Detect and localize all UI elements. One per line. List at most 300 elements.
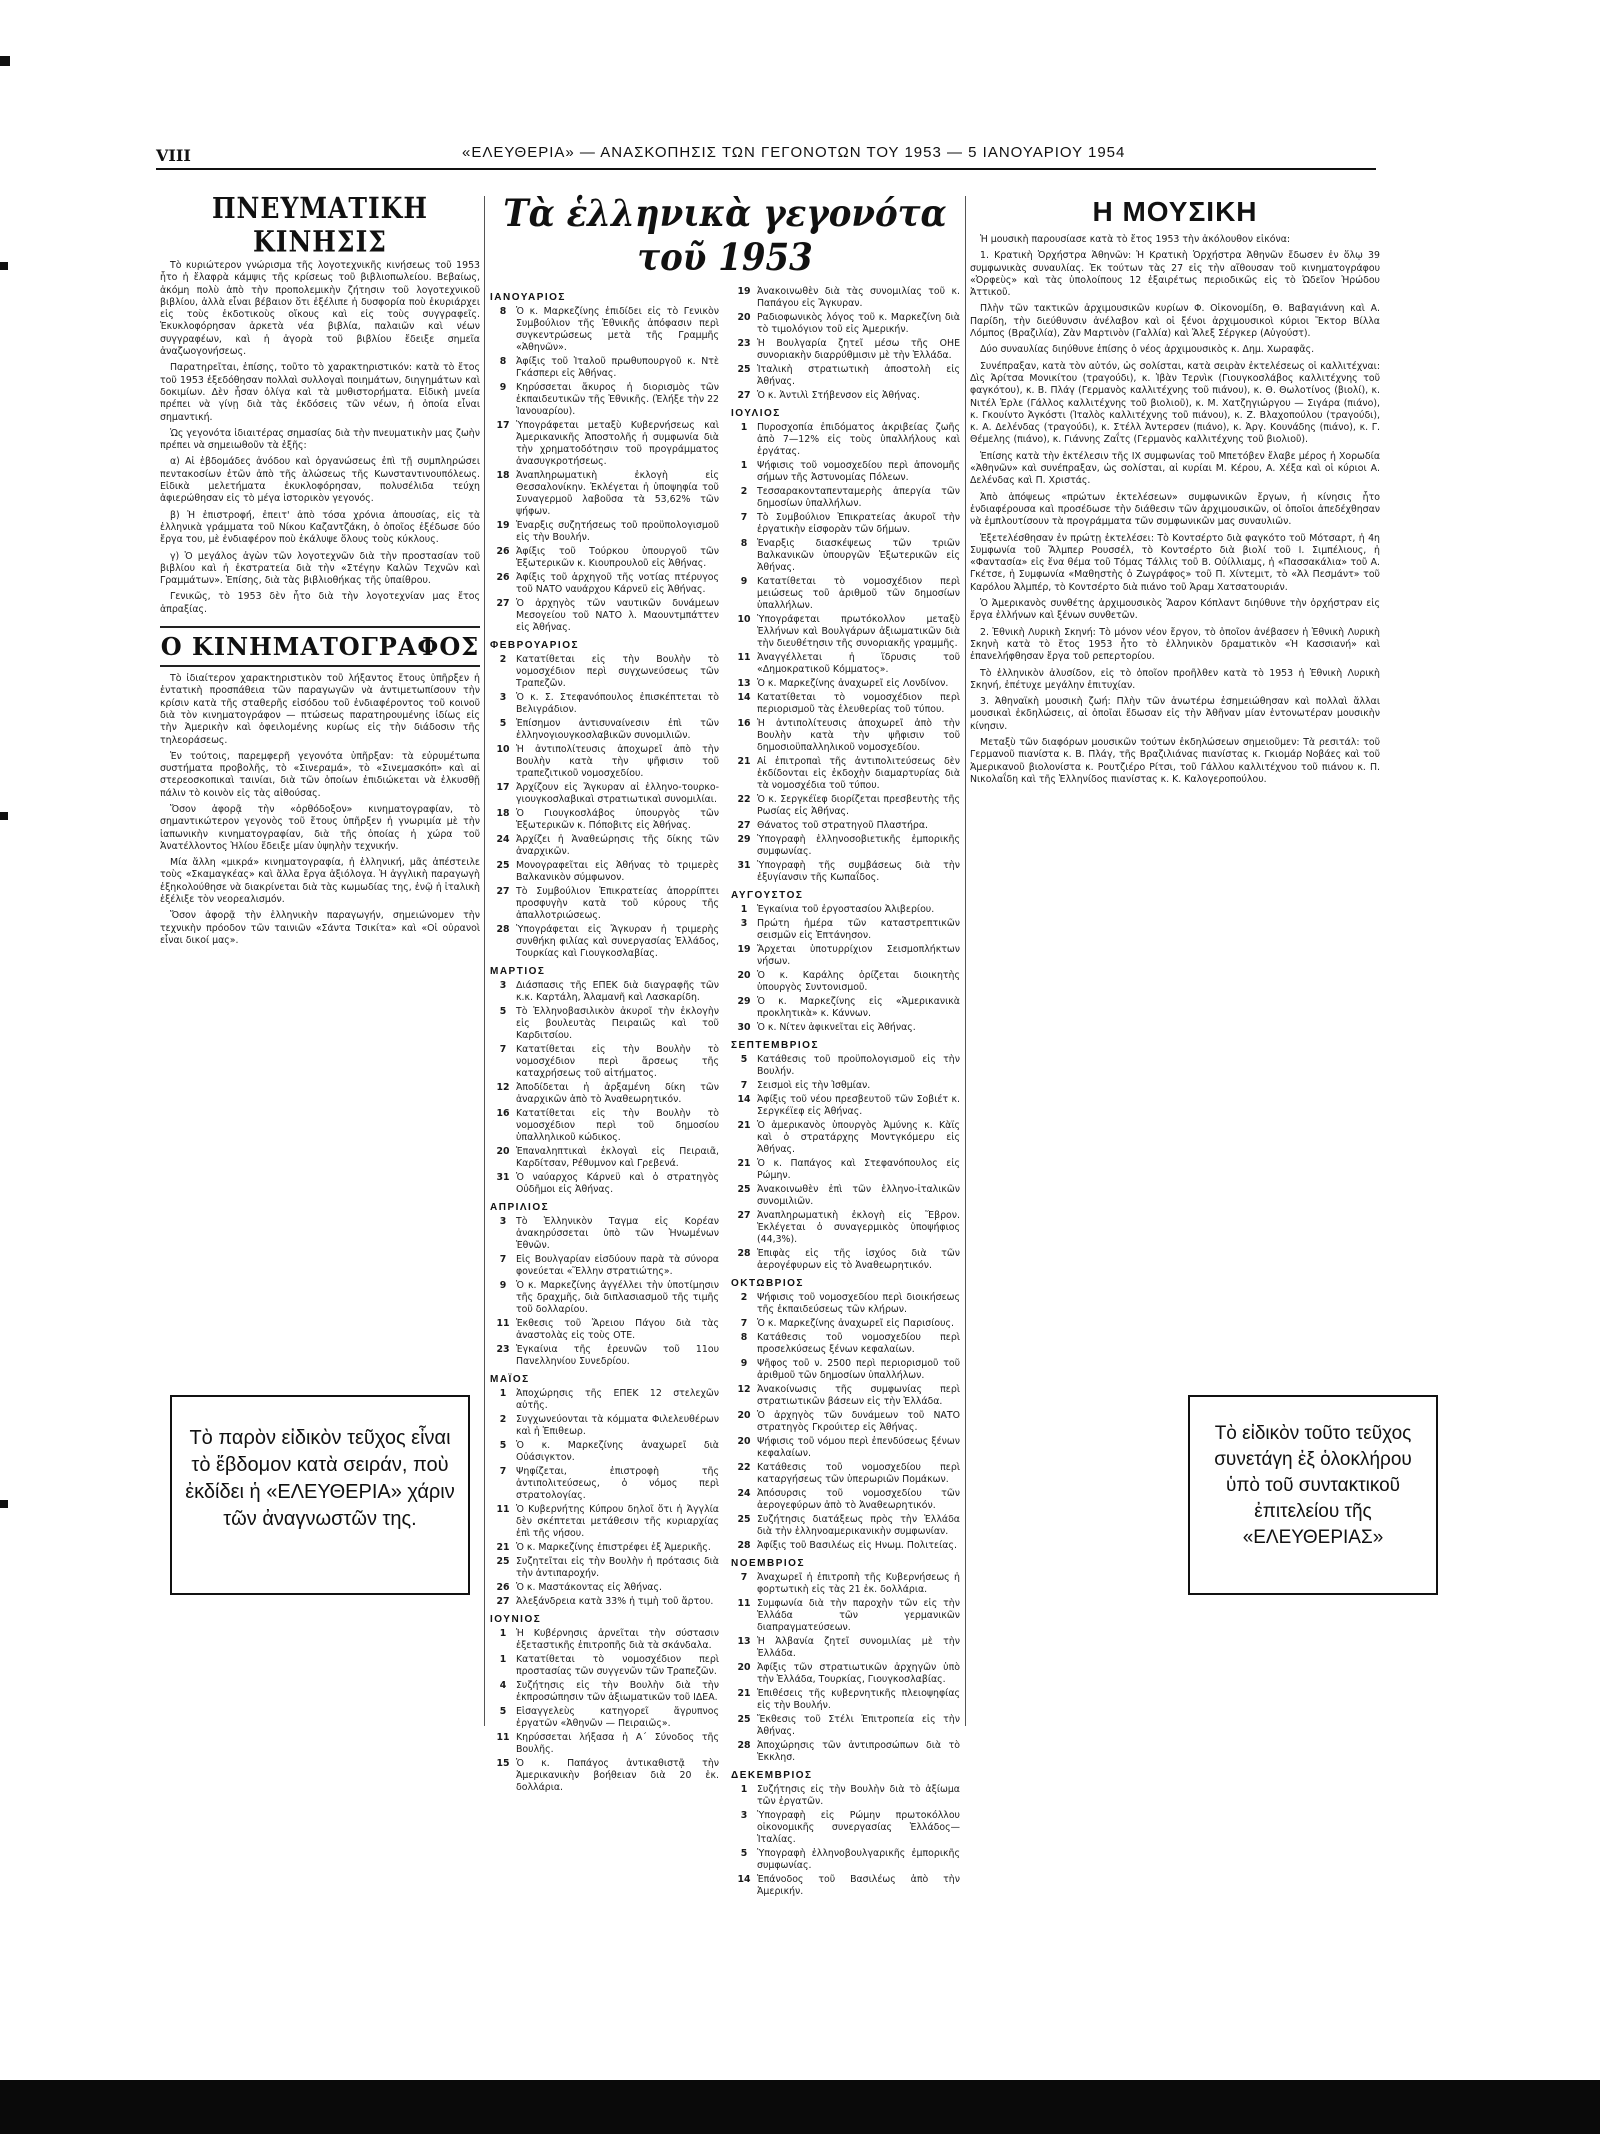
month-heading: ΙΟΥΝΙΟΣ (490, 1614, 542, 1625)
chronology-entry (731, 1410, 960, 1434)
entry-text: Κατατίθεται τὸ νομοσχέδιον περὶ προστασίας τῶν συγγενῶν τῶν Τραπεζῶν. (516, 1654, 719, 1677)
chronology-entry (731, 460, 960, 484)
entry-text: Τὸ Ἑλληνικὸν Ταγμα εἰς Κορέαν ἀνακηρύσσεται ὑπὸ τῶν Ἡνωμένων Ἐθνῶν. (516, 1216, 719, 1251)
entry-text: Ὁ κ. Μαρκεζίνης εἰς «Ἀμερικανικὰ προκλητικὰ» κ. Κάννων. (757, 996, 960, 1019)
article-paragraph: Ἐν τούτοις, παρεμφερῆ γεγονότα ὑπῆρξαν: τὰ εὐρυμέτωπα συστήματα προβολῆς, τὸ «Σινεραμά», τὸ «Σινεμασκόπ» καὶ αἱ στερεοσκοπικαὶ ταινίαι, διὰ τῶν ὁποίων ἐπιδιώκεται νὰ ἐλκυσθῇ πάλιν τὸ κοινὸν εἰς τὰς αἰθούσας. (160, 750, 480, 799)
entry-day: 27 (496, 1596, 510, 1607)
entry-day: 8 (499, 306, 507, 317)
entry-text: Ἐπαναληπτικαὶ ἐκλογαὶ εἰς Πειραιᾶ, Καρδίτσαν, Ρέθυμνον καὶ Γρεβενά. (516, 1146, 719, 1169)
entry-day: 22 (737, 1462, 751, 1473)
kino-article (160, 673, 480, 947)
entry-day: 1 (499, 1388, 507, 1399)
chronology-entry (731, 1514, 960, 1538)
entry-text: Ὑπογράφεται μεταξὺ Κυβερνήσεως καὶ Ἀμερικανικῆς Ἀποστολῆς ἡ συμφωνία διὰ τὴν χρηματοδότησιν τοῦ προγράμματος ἀνασυγκροτήσεως. (516, 420, 719, 467)
entry-text: Τὸ Συμβούλιον Ἐπικρατείας ἀκυροῖ τὴν ἐργατικὴν εἰσφορὰν τῶν δήμων. (757, 512, 960, 535)
chronology-entry (731, 338, 960, 362)
month-heading: ΙΟΥΛΙΟΣ (731, 408, 781, 419)
left-notice-text: Τὸ παρὸν εἰδικὸν τεῦχος εἶναι τὸ ἕβδομον κατὰ σειράν, ποὺ ἐκδίδει ἡ «ΕΛΕΥΘΕΡΙΑ» χάριν τῶν ἀναγνωστῶν της. (185, 1427, 455, 1530)
entry-text: Ἀφίξις τοῦ Ἰταλοῦ πρωθυπουργοῦ κ. Ντὲ Γκάσπερι εἰς Ἀθήνας. (516, 356, 719, 379)
chronology-entry (731, 1384, 960, 1408)
mousiki-title: Η ΜΟΥΣΙΚΗ (1092, 196, 1258, 227)
article-paragraph: Μεταξὺ τῶν διαφόρων μουσικῶν τούτων ἐκδηλώσεων σημειοῦμεν: Τὰ ρεσιτάλ: τοῦ Γερμανοῦ πιανίστα κ. Β. Πλάγ, τῆς Βραζιλιάνας πιανίστας κ. Γκιομάρ Νοβάες καὶ τοῦ Ἀμερικανοῦ βιολονίστα κ. Ρουτζιέρο Ρίτσι, τοῦ Γάλλου καλλιτέχνου τοῦ πιάνου κ. Π. Νικολαΐδη καὶ τῆς Ἑλληνίδος πιανίστας κ. Κ. Καλογεροπούλου. (970, 736, 1380, 785)
chronology-entry (731, 1248, 960, 1272)
entry-day: 9 (499, 1280, 507, 1291)
scan-bottom-band (0, 2080, 1600, 2134)
article-paragraph: Ἐξετελέσθησαν ἐν πρώτῃ ἐκτελέσει: Τὸ Κοντσέρτο διὰ φαγκότο τοῦ Μότσαρτ, ἡ 4η Συμφωνία τοῦ Ἄλμπερ Ρουσσέλ, τὸ Κοντσέρτο διὰ βιολί τοῦ Ι. Σιμπέλιους, ἡ «Φαντασία» εἰς ἕνα θέμα τοῦ Τόμας Τάλλις τοῦ Β. Οὐίλλιαμς, ἡ «Πασσακάλια» τοῦ Α. Γκέτσε, ἡ Συμφωνία «Μαθηστὴς ὁ Ζωγράφος» τοῦ Π. Χίντεμιτ, τὸ «Ἀλ Πεσμάντ» τοῦ Καρόλου Ἀλμπέρ, τὸ Κοντσέρτο διὰ πιάνο τοῦ Ἀραμ Χατσατουριάν. (970, 532, 1380, 593)
entry-text: Ὁ κ. Παπάγος ἀντικαθιστᾷ τὴν Ἀμερικανικὴν βοήθειαν διὰ 20 ἑκ. δολλάρια. (516, 1758, 719, 1793)
main-title: Τὰ ἑλληνικὰ γεγονότα τοῦ 1953 (503, 192, 947, 280)
chronology-entry (490, 1344, 719, 1368)
entry-text: Ἀναχωρεῖ ἡ ἐπιτροπὴ τῆς Κυβερνήσεως ἡ φορτωτικὴ εἰς τὰς 21 ἑκ. δολλάρια. (757, 1572, 960, 1595)
left-column (160, 191, 480, 951)
chronology-entry (490, 1706, 719, 1730)
entry-text: Κατατίθεται εἰς τὴν Βουλὴν τὸ νομοσχέδιον περὶ τοῦ δημοσίου ὑπαλληλικοῦ κώδικος. (516, 1108, 719, 1143)
entry-day: 7 (740, 1318, 748, 1329)
chronology-entry (490, 598, 719, 634)
month-heading: ΝΟΕΜΒΡΙΟΣ (731, 1558, 805, 1569)
entry-day: 29 (737, 996, 751, 1007)
entry-day: 5 (499, 1440, 507, 1451)
chronology-entry (731, 364, 960, 388)
chronology-entry (731, 312, 960, 336)
entry-text: Ἐναρξις συζητήσεως τοῦ προϋπολογισμοῦ εἰς τὴν Βουλήν. (516, 520, 719, 543)
entry-text: Ψήφισις τοῦ νομοσχεδίου περὶ ἀπονομῆς σήμων τῆς Ἀστυνομίας Πόλεων. (757, 460, 960, 483)
entry-day: 27 (737, 390, 751, 401)
entry-text: Ἀπόσυρσις τοῦ νομοσχεδίου τῶν ἀερογεφύρων ἀπὸ τὸ Ἀναθεωρητικόν. (757, 1488, 960, 1511)
right-notice-box (1188, 1395, 1438, 1595)
article-paragraph: Ἡ μουσικὴ παρουσίασε κατὰ τὸ ἔτος 1953 τὴν ἀκόλουθον εἰκόνα: (980, 234, 1291, 245)
entry-day: 14 (737, 1094, 751, 1105)
entry-text: Ὁ κ. Μαρκεζίνης ἀναχωρεῖ εἰς Λονδίνον. (757, 678, 949, 689)
page-header (156, 140, 1376, 170)
entry-day: 3 (499, 1216, 507, 1227)
article-paragraph: Ἐπίσης κατὰ τὴν ἐκτέλεσιν τῆς ΙΧ συμφωνίας τοῦ Μπετόβεν ἔλαβε μέρος ἡ Χορωδία «Ἀθηνῶν» καὶ συνέπραξαν, ὡς σολίσται, αἱ κυρίαι Μ. Κέρου, Α. Χέξα καὶ οἱ κύριοι Α. Δελένδας καὶ Π. Χριστάς. (970, 450, 1380, 487)
entry-day: 1 (740, 460, 748, 471)
entry-text: Τεσσαρακονταπενταμερὴς ἀπεργία τῶν δημοσίων ὑπαλλήλων. (757, 486, 960, 509)
chronology-entry (731, 1210, 960, 1246)
entry-text: Ἐγκαίνια τοῦ ἐργοστασίου Ἀλιβερίου. (757, 904, 935, 915)
chronology-entry (490, 654, 719, 690)
entry-day: 21 (737, 1120, 751, 1131)
entry-text: Ὁ κ. Μαρκεζίνης ἀγγέλλει τὴν ὑποτίμησιν τῆς δραχμῆς, διὰ διπλασιασμοῦ τῆς τιμῆς τοῦ δολλαρίου. (516, 1280, 719, 1315)
entry-text: Ὁ κ. Μαρκεζίνης ἐπιστρέφει ἐξ Ἀμερικῆς. (516, 1542, 711, 1553)
entry-day: 27 (737, 820, 751, 831)
entry-day: 26 (496, 546, 510, 557)
entry-text: Ἀρχίζει ἡ Ἀναθεώρησις τῆς δίκης τῶν ἀναρχικῶν. (516, 834, 719, 857)
chronology-entry (490, 1440, 719, 1464)
entry-day: 11 (496, 1504, 510, 1515)
entry-text: Ἡ Κυβέρνησις ἀρνεῖται τὴν σύστασιν ἐξεταστικῆς ἐπιτροπῆς διὰ τὰ σκάνδαλα. (516, 1628, 719, 1651)
entry-day: 11 (496, 1318, 510, 1329)
right-column (970, 196, 1380, 790)
entry-text: Ἐπιθέσεις τῆς κυβερνητικῆς πλειοψηφίας εἰς τὴν Βουλήν. (757, 1688, 960, 1711)
entry-text: Ραδιοφωνικὸς λόγος τοῦ κ. Μαρκεζίνη διὰ τὸ τιμολόγιον τοῦ εἰς Ἀμερικήν. (757, 312, 960, 335)
column-divider (484, 196, 485, 1726)
entry-text: Εἰσαγγελεὺς κατηγορεῖ ἄγρυπνος ἐργατῶν «Ἀθηνῶν — Πειραιῶς». (516, 1706, 719, 1729)
entry-day: 23 (496, 1344, 510, 1355)
article-paragraph: Παρατηρεῖται, ἐπίσης, τοῦτο τὸ χαρακτηριστικόν: κατὰ τὸ ἔτος τοῦ 1953 ἐξεδόθησαν πολλαὶ συλλογαὶ ποιημάτων, διηγημάτων καὶ δοκιμίων. Δὲν ἦσαν ὀλίγα καὶ τὰ μυθιστορήματα. Εἰδικὴ μνεία πρέπει νὰ γίνῃ διὰ τὰς ἐκδόσεις τῶν νέων, ἡ ὁποία εἶναι σημαντική. (160, 362, 480, 423)
chronology-entry (731, 834, 960, 858)
entry-day: 15 (496, 1758, 510, 1769)
entry-day: 19 (737, 286, 751, 297)
chronology-entry (490, 924, 719, 960)
chronology-entry (490, 1172, 719, 1196)
article-paragraph: Δύο συναυλίας διηύθυνε ἐπίσης ὁ νέος ἀρχιμουσικὸς κ. Δημ. Χωραφᾶς. (980, 344, 1315, 356)
chronology-entry (490, 808, 719, 832)
month-heading: ΑΠΡΙΛΙΟΣ (490, 1202, 550, 1213)
entry-text: Κατατίθεται τὸ νομοσχέδιον περὶ περιορισμοῦ τὰς ἐλευθερίας τοῦ τύπου. (757, 692, 960, 715)
chronology-column-a (490, 286, 719, 1900)
entry-text: Κατάθεσις τοῦ νομοσχεδίου περὶ καταργήσεως τῶν ὑπερωριῶν Πομάκων. (757, 1462, 960, 1485)
chronology-entry (731, 1572, 960, 1596)
entry-text: Ὁ κ. Σ. Στεφανόπουλος ἐπισκέπτεται τὸ Βελιγράδιον. (516, 692, 719, 715)
entry-day: 5 (740, 1054, 748, 1065)
entry-text: Ψηφίζεται, ἐπιστροφὴ τῆς ἀντιπολιτεύσεως, ὁ νόμος περὶ στρατολογίας. (516, 1466, 719, 1501)
entry-day: 7 (740, 512, 748, 523)
entry-day: 2 (740, 1292, 748, 1303)
entry-text: Ὁ κ. Μαρκεζίνης ἀναχωρεῖ εἰς Παρισίους. (757, 1318, 955, 1329)
chronology-entry (731, 1332, 960, 1356)
entry-text: Ὑπογραφὴ ἑλληνοβουλγαρικῆς ἐμπορικῆς συμφωνίας. (757, 1848, 960, 1871)
entry-text: Ὁ κ. Παπάγος καὶ Στεφανόπουλος εἰς Ρώμην. (757, 1158, 960, 1181)
chronology-entry (731, 692, 960, 716)
entry-text: Ἀφίξις τῶν στρατιωτικῶν ἀρχηγῶν ὑπὸ τὴν Ἑλλάδα, Τουρκίας, Γιουγκοσλαβίας. (757, 1662, 960, 1685)
article-paragraph: Τὸ ἐλληνικὸν ἀλυσίδον, εἰς τὸ ὁποῖον προῆλθεν κατὰ τὸ 1953 ἡ Ἐθνικὴ Λυρικὴ Σκηνή, ἐπέτυχε μεγάλην ἐπιτυχίαν. (970, 667, 1380, 691)
entry-day: 3 (499, 980, 507, 991)
entry-text: Σεισμοὶ εἰς τὴν Ἰσθμίαν. (757, 1080, 871, 1091)
entry-day: 13 (737, 1636, 751, 1647)
entry-day: 28 (737, 1740, 751, 1751)
entry-day: 7 (499, 1254, 507, 1265)
article-paragraph: Γενικῶς, τὸ 1953 δὲν ἦτο διὰ τὴν λογοτεχνίαν μας ἔτος ἀπραξίας. (160, 591, 480, 615)
entry-text: Ὁ κ. Νίτεν ἀφικνεῖται εἰς Ἀθήνας. (757, 1022, 916, 1033)
entry-text: Ὁ κ. Μαρκεζίνης ἐπιδίδει εἰς τὸ Γενικὸν Συμβούλιον τῆς Ἐθνικῆς ἀπόφασιν περὶ συγκεντρώσεως μετὰ τῆς Γραμμῆς «Ἀθηνῶν». (516, 306, 719, 353)
entry-day: 19 (496, 520, 510, 531)
entry-day: 20 (737, 1410, 751, 1421)
mousiki-article (970, 234, 1380, 786)
chronology-entry (731, 1636, 960, 1660)
entry-day: 2 (499, 654, 507, 665)
chronology-entry (731, 1598, 960, 1634)
entry-day: 25 (737, 364, 751, 375)
chronology-entry (731, 970, 960, 994)
entry-text: Κατατίθεται εἰς τὴν Βουλὴν τὸ νομοσχέδιον περὶ ἄρσεως τῆς καταχρήσεως τοῦ αἰτήματος. (516, 1044, 719, 1079)
entry-day: 10 (737, 614, 751, 625)
chronology-entry (731, 486, 960, 510)
entry-day: 14 (737, 692, 751, 703)
entry-day: 16 (737, 718, 751, 729)
entry-text: Συζήτησις εἰς τὴν Βουλὴν διὰ τὸ ἀξίωμα τῶν ἐργατῶν. (757, 1784, 960, 1807)
entry-day: 5 (499, 1706, 507, 1717)
chronology-entry (731, 918, 960, 942)
chronology-entry (731, 1094, 960, 1118)
entry-day: 17 (496, 420, 510, 431)
chronology-entry (731, 1848, 960, 1872)
chronology-entry (490, 1216, 719, 1252)
entry-text: Ὁ κ. Σεργκέϊεφ διορίζεται πρεσβευτὴς τῆς Ρωσίας εἰς Ἀθήνας. (757, 794, 960, 817)
entry-text: Ἡ Ἀλβανία ζητεῖ συνομιλίας μὲ τὴν Ἑλλάδα. (757, 1636, 960, 1659)
chronology-entry (731, 1158, 960, 1182)
entry-day: 24 (737, 1488, 751, 1499)
entry-day: 2 (740, 486, 748, 497)
entry-text: Πρώτη ἡμέρα τῶν καταστρεπτικῶν σεισμῶν εἰς Ἑπτάνησον. (757, 918, 960, 941)
entry-text: Ὑπογραφὴ εἰς Ρώμην πρωτοκόλλου οἰκονομικῆς συνεργασίας Ἑλλάδος—Ἰταλίας. (757, 1810, 960, 1845)
chronology-entry (731, 756, 960, 792)
entry-day: 30 (737, 1022, 751, 1033)
chronology-entry (731, 1358, 960, 1382)
entry-text: Ὁ κ. Ἀντιλὶ Στήβενσον εἰς Ἀθήνας. (757, 390, 920, 401)
entry-text: Ὁ ἀρχηγὸς τῶν ναυτικῶν δυνάμεων Μεσογείου τοῦ ΝΑΤΟ λ. Μαουντμπάττεν εἰς Ἀθήνας. (516, 598, 719, 633)
entry-day: 21 (737, 1688, 751, 1699)
entry-text: Μονογραφεῖται εἰς Ἀθήνας τὸ τριμερὲς Βαλκανικὸν σύμφωνον. (516, 860, 719, 883)
article-paragraph: γ) Ὁ μεγάλος ἀγὼν τῶν λογοτεχνῶν διὰ τὴν προστασίαν τοῦ βιβλίου καὶ ἡ ἐκστρατεία διὰ τὴν «Στέγην Καλῶν Τεχνῶν καὶ Γραμμάτων». Ἐπίσης, διὰ τὰς βιβλιοθήκας τῆς ὑπαίθρου. (160, 550, 480, 587)
month-heading: ΑΥΓΟΥΣΤΟΣ (731, 890, 804, 901)
chronology-entry (731, 1184, 960, 1208)
chronology-entry (490, 744, 719, 780)
entry-text: Συζήτησις εἰς τὴν Βουλὴν διὰ τὴν ἐκπροσώπησιν τῶν ἀξιωματικῶν τοῦ ΙΔΕΑ. (516, 1680, 719, 1703)
chronology-entry (731, 1080, 960, 1092)
entry-day: 14 (737, 1874, 751, 1885)
chronology-entry (731, 1688, 960, 1712)
page-header-title: «ΕΛΕΥΘΕΡΙΑ» — ΑΝΑΣΚΟΠΗΣΙΣ ΤΩΝ ΓΕΓΟΝΟΤΩΝ ΤΟΥ 1953 — 5 ΙΑΝΟΥΑΡΙΟΥ 1954 (462, 144, 1126, 161)
entry-day: 9 (740, 576, 748, 587)
entry-day: 5 (740, 1848, 748, 1859)
chronology-entry (490, 1006, 719, 1042)
entry-day: 17 (496, 782, 510, 793)
pneumatiki-title: ΠΝΕΥΜΑΤΙΚΗ ΚΙΝΗΣΙΣ (211, 191, 429, 259)
chronology-entry (731, 996, 960, 1020)
entry-day: 19 (737, 944, 751, 955)
entry-text: Ἀφίξις τοῦ Τούρκου ὑπουργοῦ τῶν Ἐξωτερικῶν κ. Κιουπρουλοῦ εἰς Ἀθήνας. (516, 546, 719, 569)
entry-day: 20 (737, 1662, 751, 1673)
chronology-entry (731, 1540, 960, 1552)
entry-day: 5 (499, 718, 507, 729)
entry-text: Συμφωνία διὰ τὴν παροχὴν τῶν εἰς τὴν Ἑλλάδα τῶν γερμανικῶν διαπραγματεύσεων. (757, 1598, 960, 1633)
chronology-entry (490, 306, 719, 354)
chronology-entry (490, 470, 719, 518)
entry-day: 27 (496, 886, 510, 897)
chronology-entry (731, 576, 960, 612)
chronology-entry (731, 1488, 960, 1512)
entry-day: 8 (740, 538, 748, 549)
chronology-entry (490, 1758, 719, 1794)
kino-title: Ο ΚΙΝΗΜΑΤΟΓΡΑΦΟΣ (160, 626, 480, 667)
chronology-entry (490, 420, 719, 468)
entry-text: Ἀναπληρωματικὴ ἐκλογὴ εἰς Ἕβρον. Ἐκλέγεται ὁ συναγερμικὸς ὑποψήφιος (44,3%). (757, 1210, 960, 1245)
entry-text: Ἔκθεσις τοῦ Στέλι Ἐπιτροπεία εἰς τὴν Ἀθήνας. (757, 1714, 960, 1737)
chronology-entry (731, 1662, 960, 1686)
article-paragraph: Πλὴν τῶν τακτικῶν ἀρχιμουσικῶν κυρίων Φ. Οἰκονομίδη, Θ. Βαβαγιάννη καὶ Α. Παρίδη, τὴν διεύθυνσιν ἀνέλαβον καὶ οἱ ξένοι ἀρχιμουσικοὶ κύριοι Ἔκτορ Βίλλα Λόμπος (Βραζιλία), Ζὰν Μαρτινὸν (Γαλλία) καὶ Ἄλεξ Σέργκερ (Αὐγούστ). (970, 303, 1380, 340)
entry-text: Ὁ ἀρχηγὸς τῶν δυνάμεων τοῦ ΝΑΤΟ στρατηγὸς Γκρούιτερ εἰς Ἀθήνας. (757, 1410, 960, 1433)
month-heading: ΙΑΝΟΥΑΡΙΟΣ (490, 292, 566, 303)
entry-text: Ἀναγγέλλεται ἡ ἵδρυσις τοῦ «Δημοκρατικοῦ Κόμματος». (757, 652, 960, 675)
chronology-entry (490, 980, 719, 1004)
chronology-entry (731, 512, 960, 536)
entry-day: 18 (496, 470, 510, 481)
entry-text: Τὸ Συμβούλιον Ἐπικρατείας ἀπορρίπτει προσφυγὴν κατὰ τοῦ κύρους τῆς ἀπαλλοτριώσεως. (516, 886, 719, 921)
month-heading: ΜΑΡΤΙΟΣ (490, 966, 546, 977)
entry-text: Ἐπάνοδος τοῦ Βασιλέως ἀπὸ τὴν Ἀμερικήν. (757, 1874, 960, 1897)
entry-text: Ψήφισις τοῦ νομοσχεδίου περὶ διοικήσεως τῆς ἐκπαιδεύσεως τῶν κλήρων. (757, 1292, 960, 1315)
article-paragraph: 2. Ἐθνικὴ Λυρικὴ Σκηνή: Τὸ μόνον νέον ἔργον, τὸ ὁποῖον ἀνέβασεν ἡ Ἐθνικὴ Λυρικὴ Σκηνὴ κατὰ τὸ ἔτος 1953 ἦτο τὸ ἑλληνικὸν δραματικὸν «Ἡ Κασσιανή» καὶ ἐπανελήφθησαν ἔργα τοῦ ρεπερτορίου. (970, 626, 1380, 663)
chronology-entry (731, 718, 960, 754)
chronology-entry (731, 1318, 960, 1330)
entry-day: 1 (499, 1654, 507, 1665)
entry-day: 25 (737, 1184, 751, 1195)
chronology-entry (490, 1732, 719, 1756)
pneumatiki-article (160, 260, 480, 616)
entry-text: Ἐκθεσις τοῦ Ἄρειου Πάγου διὰ τὰς ἀναστολὰς εἰς τοὺς ΟΤΕ. (516, 1318, 719, 1341)
entry-day: 1 (740, 422, 748, 433)
chronology-entry (490, 782, 719, 806)
entry-day: 7 (740, 1572, 748, 1583)
entry-day: 8 (499, 356, 507, 367)
chronology-entry (490, 572, 719, 596)
entry-day: 31 (496, 1172, 510, 1183)
chronology-entry (490, 1146, 719, 1170)
entry-text: Συγχωνεύονται τὰ κόμματα Φιλελευθέρων καὶ ἡ Ἐπιθεωρ. (516, 1414, 719, 1437)
entry-day: 11 (737, 652, 751, 663)
chronology-entry (490, 718, 719, 742)
article-paragraph: β) Ἡ ἐπιστροφή, ἐπειτ' ἀπὸ τόσα χρόνια ἀπουσίας, εἰς τὰ ἑλληνικὰ γράμματα τοῦ Νίκου Καζαντζάκη, ὁ ὁποῖος ἐξέδωσε δύο ἔργα του, μὲ ἐνδιαφέρον ποὺ ἐκάλυψε ὅλους τοὺς κύκλους. (160, 509, 480, 546)
entry-day: 7 (499, 1044, 507, 1055)
article-paragraph: Ὅσον ἀφορᾷ τὴν «ὀρθόδοξον» κινηματογραφίαν, τὸ σημαντικώτερον γεγονὸς τοῦ ἔτους ὑπῆρξεν ἡ γνωριμία μὲ τὴν ἰαπωνικὴν κινηματογραφίαν, διὰ τῆς ὁποίας ἡ χώρα τοῦ Ἀνατέλλοντος Ἡλίου ἔδειξε μίαν ὑψηλὴν τεχνικήν. (160, 803, 480, 852)
entry-text: Συζήτησις διατάξεως πρὸς τὴν Ἑλλάδα διὰ τὴν ἑλληνοαμερικανικὴν συμφωνίαν. (757, 1514, 960, 1537)
chronology-entry (731, 794, 960, 818)
article-paragraph: Ὁ Ἀμερικανὸς συνθέτης ἀρχιμουσικὸς Ἄαρον Κόπλαντ διηύθυνε τὴν ὀρχήστραν εἰς ἔργα ἑλλήνων καὶ ξένων συνθετῶν. (970, 598, 1380, 622)
entry-day: 23 (737, 338, 751, 349)
entry-text: Ἀνακοίνωσις τῆς συμφωνίας περὶ στρατιωτικῶν βάσεων εἰς τὴν Ἑλλάδα. (757, 1384, 960, 1407)
entry-text: Ἡ ἀντιπολίτευσις ἀποχωρεῖ ἀπὸ τὴν Βουλὴν κατὰ τὴν ψῆφισιν τοῦ τραπεζιτικοῦ νομοσχεδίου. (516, 744, 719, 779)
entry-text: Ἀλεξάνδρεια κατὰ 33% ἡ τιμὴ τοῦ ἄρτου. (516, 1596, 714, 1607)
chronology-entry (731, 1054, 960, 1078)
entry-text: Αἱ ἐπιτροπαὶ τῆς ἀντιπολιτεύσεως δὲν ἐκδίδονται εἰς ἐκδοχὴν διαμαρτυρίας διὰ τὰ νομοσχέδια τοῦ τύπου. (757, 756, 960, 791)
chronology-entry (490, 1628, 719, 1652)
entry-text: Ἀνακοινωθὲν διὰ τὰς συνομιλίας τοῦ κ. Παπάγου εἰς Ἄγκυραν. (757, 286, 960, 309)
entry-day: 1 (740, 904, 748, 915)
entry-day: 8 (740, 1332, 748, 1343)
entry-day: 18 (496, 808, 510, 819)
entry-day: 2 (499, 1414, 507, 1425)
article-paragraph: Τὸ κυριώτερον γνώρισμα τῆς λογοτεχνικῆς κινήσεως τοῦ 1953 ἦτο ἡ ἔλαφρὰ κάμψις τῆς κρίσεως τοῦ βιβλιοπωλείου. Βεβαίως, ἀκόμη πολὺ ἀπὸ τὴν προπολεμικὴν ζήτησιν τοῦ λογοτεχνικοῦ βιβλίου, ἀλλὰ εἶναι βέβαιον ὅτι ἐξέλιπε ἡ δυσφορία ποὺ ἐκυριάρχει εἰς τοὺς ἐκδοτικοὺς οἴκους καὶ εἰς τοὺς συγγραφεῖς. Ἐκυκλοφόρησαν ἀρκετὰ νέα βιβλία, παλαιῶν καὶ νέων συγγραφέων, καὶ ἡ ἀγορὰ τοῦ βιβλίου ἔδειξε σημεῖα ἀναζωογονήσεως. (160, 260, 480, 358)
entry-day: 28 (737, 1540, 751, 1551)
month-heading: ΦΕΒΡΟΥΑΡΙΟΣ (490, 640, 579, 651)
entry-day: 20 (737, 312, 751, 323)
entry-text: Ἐπίσημον ἀντισυναίνεσιν ἐπὶ τῶν ἑλληνογιουγκοσλαβικῶν συνομιλιῶν. (516, 718, 719, 741)
entry-day: 21 (737, 756, 751, 767)
article-paragraph: Ὡς γεγονότα ἰδιαιτέρας σημασίας διὰ τὴν πνευματικὴν μας ζωὴν πρέπει νὰ σημειωθοῦν τὰ ἑξῆς: (160, 427, 480, 452)
chronology-entry (490, 356, 719, 380)
entry-day: 16 (496, 1108, 510, 1119)
entry-day: 1 (740, 1784, 748, 1795)
entry-text: Ἄρχεται ὑποτυρρίχιον Σεισμοπλήκτων νήσων. (757, 944, 960, 967)
chronology-entry (490, 1542, 719, 1554)
entry-day: 21 (496, 1542, 510, 1553)
chronology-entry (731, 860, 960, 884)
scan-edge-mark (0, 812, 8, 820)
entry-text: Διάσπασις τῆς ΕΠΕΚ διὰ διαγραφῆς τῶν κ.κ. Καρτάλη, Ἀλαμανῆ καὶ Λασκαρίδη. (516, 980, 719, 1003)
article-paragraph: Ὅσον ἀφορᾷ τὴν ἑλληνικὴν παραγωγήν, σημειώνομεν τὴν τεχνικὴν πρόοδον τῶν ταινιῶν «Σάντα Τσικίτα» καὶ «Οἱ οὐρανοὶ εἶναι δικοί μας». (160, 910, 480, 946)
chronology-entry (490, 1044, 719, 1080)
chronology-entry (731, 904, 960, 916)
entry-text: Ὁ ἀμερικανὸς ὑπουργὸς Ἀμύνης κ. Κὰϊς καὶ ὁ στρατάρχης Μοντγκόμερυ εἰς Ἀθήνας. (757, 1120, 960, 1155)
chronology-entry (490, 1504, 719, 1540)
entry-text: Κατάθεσις τοῦ προϋπολογισμοῦ εἰς τὴν Βουλήν. (757, 1054, 960, 1077)
left-notice-box (170, 1395, 470, 1595)
chronology-entry (490, 1082, 719, 1106)
entry-text: Συζητεῖται εἰς τὴν Βουλὴν ἡ πρότασις διὰ τὴν ἀντιπαροχήν. (516, 1556, 719, 1579)
entry-text: Ὁ ναύαρχος Κάρνεϋ καὶ ὁ στρατηγὸς Οὐδῆμοι εἰς Ἀθήνας. (516, 1172, 719, 1195)
entry-text: Ἀποχώρησις τῆς ΕΠΕΚ 12 στελεχῶν αὐτῆς. (516, 1388, 719, 1411)
entry-day: 20 (737, 1436, 751, 1447)
entry-text: Ὑπογραφὴ τῆς συμβάσεως διὰ τὴν ἐξυγίανσιν τῆς Κωπαΐδος. (757, 860, 960, 883)
entry-text: Ὁ Γιουγκοσλάβος ὑπουργὸς τῶν Ἐξωτερικῶν κ. Πόποβιτς εἰς Ἀθήνας. (516, 808, 719, 831)
chronology-entry (731, 652, 960, 676)
entry-day: 7 (740, 1080, 748, 1091)
chronology-entry (731, 1292, 960, 1316)
entry-day: 3 (740, 918, 748, 929)
entry-text: Ὁ κ. Καράλης ὁρίζεται διοικητὴς ὑπουργὸς Συντονισμοῦ. (757, 970, 960, 993)
entry-day: 7 (499, 1466, 507, 1477)
chronology-entry (731, 1740, 960, 1764)
chronology-entry (731, 820, 960, 832)
chronology-entry (731, 1784, 960, 1808)
entry-text: Ἐπιφὰς εἰς τῆς ἰσχύος διὰ τῶν ἀερογέφυρων εἰς τὸ Ἀναθεωρητικόν. (757, 1248, 960, 1271)
chronology-entry (731, 1874, 960, 1898)
entry-text: Τὸ Ἐλληνοβασιλικὸν ἀκυροῖ τὴν ἐκλογὴν εἰς βουλευτὰς Πειραιῶς καὶ τοῦ Καρδιτσίου. (516, 1006, 719, 1041)
article-paragraph: α) Αἱ ἑβδομάδες ἀνόδου καὶ ὀργανώσεως ἐπὶ τῇ συμπληρώσει πεντακοσίων ἐτῶν ἀπὸ τῆς ἁλώσεως τῆς Κωνσταντινουπόλεως. Εἰδικὰ μελετήματα ἐκυκλοφόρησαν, πολυσέλιδα τεύχη ἀφιερώθησαν εἰς τὸ μέγα ἱστορικὸν γεγονός. (160, 456, 480, 505)
month-heading: ΟΚΤΩΒΡΙΟΣ (731, 1278, 804, 1289)
chronology-entry (490, 1388, 719, 1412)
entry-day: 26 (496, 1582, 510, 1593)
entry-text: Θάνατος τοῦ στρατηγοῦ Πλαστήρα. (757, 820, 929, 831)
chronology-entry (731, 538, 960, 574)
scan-edge-mark (0, 1500, 8, 1508)
entry-text: Κατατίθεται τὸ νομοσχέδιον περὶ μειώσεως τοῦ ἀριθμοῦ τῶν δημοσίων ὑπαλλήλων. (757, 576, 960, 611)
chronology-entry (731, 944, 960, 968)
entry-text: Ὁ Κυβερνήτης Κύπρου δηλοῖ ὅτι ἡ Ἀγγλία δὲν σκέπτεται μετάθεσιν τῆς κυριαρχίας ἐπὶ τῆς νήσου. (516, 1504, 719, 1539)
chronology-entry (731, 1810, 960, 1846)
chronology-entry (731, 614, 960, 650)
chronology-entry (490, 834, 719, 858)
chronology-entry (490, 1596, 719, 1608)
chronology-entry (490, 860, 719, 884)
entry-text: Ἀφίξις τοῦ Βασιλέως εἰς Ηνωμ. Πολιτείας. (757, 1540, 957, 1551)
chronology-entry (490, 1654, 719, 1678)
entry-text: Κηρύσσεται ἄκυρος ἡ διορισμὸς τῶν ἐκπαιδευτικῶν τῆς Ἐθνικῆς. (Ἐλήξε τὴν 22 Ἰανουαρίου). (516, 382, 719, 417)
entry-day: 5 (499, 1006, 507, 1017)
right-notice-text: Τὸ εἰδικὸν τοῦτο τεῦχος συνετάγη ἐξ ὁλοκλήρου ὑπὸ τοῦ συντακτικοῦ ἐπιτελείου τῆς «ΕΛΕΥΘΕΡΙΑΣ» (1214, 1423, 1412, 1548)
chronology-column-b (731, 286, 960, 1900)
entry-day: 29 (737, 834, 751, 845)
entry-day: 31 (737, 860, 751, 871)
entry-day: 20 (737, 970, 751, 981)
entry-text: Ὑπογράφεται εἰς Ἄγκυραν ἡ τριμερὴς συνθήκη φιλίας καὶ συνεργασίας Ἑλλάδος, Τουρκίας καὶ Γιουγκοσλαβίας. (516, 924, 719, 959)
entry-day: 10 (496, 744, 510, 755)
article-paragraph: Μία ἄλλη «μικρά» κινηματογραφία, ἡ ἑλληνική, μᾶς ἀπέστειλε τοὺς «Σκαμαγκέας» καὶ ἄλλα ἔργα ἀξιόλογα. Ἡ ἀγγλικὴ παραγωγὴ ἐξηκολούθησε νὰ διακρίνεται διὰ τὰς κωμωδίας της, ἐνῷ ἡ ἰταλικὴ ἐξέλιξε τὸν νεορεαλισμόν. (160, 857, 480, 906)
article-paragraph: 1. Κρατικὴ Ὀρχήστρα Ἀθηνῶν: Ἡ Κρατικὴ Ὀρχήστρα Ἀθηνῶν ἔδωσεν ἐν ὅλῳ 39 συμφωνικὰς συναυλίας. Ἐκ τούτων τὰς 27 εἰς τὴν αἴθουσαν τοῦ κινηματογράφου «Ὀρφεὺς» καὶ τὰς ὑπολοίπους 12 ἐξαιρέτως περιοδικῶς εἰς τὸ Ὠδεῖον Ἡρώδου Ἀττικοῦ. (970, 250, 1380, 299)
month-heading: ΜΑΪΟΣ (490, 1374, 530, 1385)
month-heading: ΔΕΚΕΜΒΡΙΟΣ (731, 1770, 813, 1781)
entry-day: 9 (740, 1358, 748, 1369)
entry-day: 24 (496, 834, 510, 845)
article-paragraph: Τὸ ἰδιαίτερον χαρακτηριστικὸν τοῦ λήξαντος ἔτους ὑπῆρξεν ἡ ἐντατικὴ προσπάθεια τῶν παραγωγῶν νὰ ἀντιμετωπίσουν τὴν κρίσιν κατὰ τῆς σταθερῆς εἰσόδου τοῦ ἐνδιαφέροντος τοῦ κοινοῦ διὰ τὸν κινηματογράφον — πτώσεως παρατηρουμένης ἰδίως εἰς τὴν Ἀμερικὴν καὶ ὀφειλομένης κυρίως εἰς τὴν διάδοσιν τῆς τηλεοράσεως. (160, 673, 480, 746)
entry-text: Εἰς Βουλγαρίαν εἰσδύουν παρὰ τὰ σύνορα φονεύεται «Ἕλλην στρατιώτης». (516, 1254, 719, 1277)
chronology-entry (731, 1022, 960, 1034)
entry-text: Ὑπογράφεται πρωτόκολλον μεταξὺ Ἑλλήνων καὶ Βουλγάρων ἀξιωματικῶν διὰ τὴν διευθέτησιν τῆς συνοριακῆς γραμμῆς. (757, 614, 960, 649)
entry-text: Ὁ κ. Μαρκεζίνης ἀναχωρεῖ διὰ Οὐάσιγκτον. (516, 1440, 719, 1463)
chronology-entry (490, 1280, 719, 1316)
